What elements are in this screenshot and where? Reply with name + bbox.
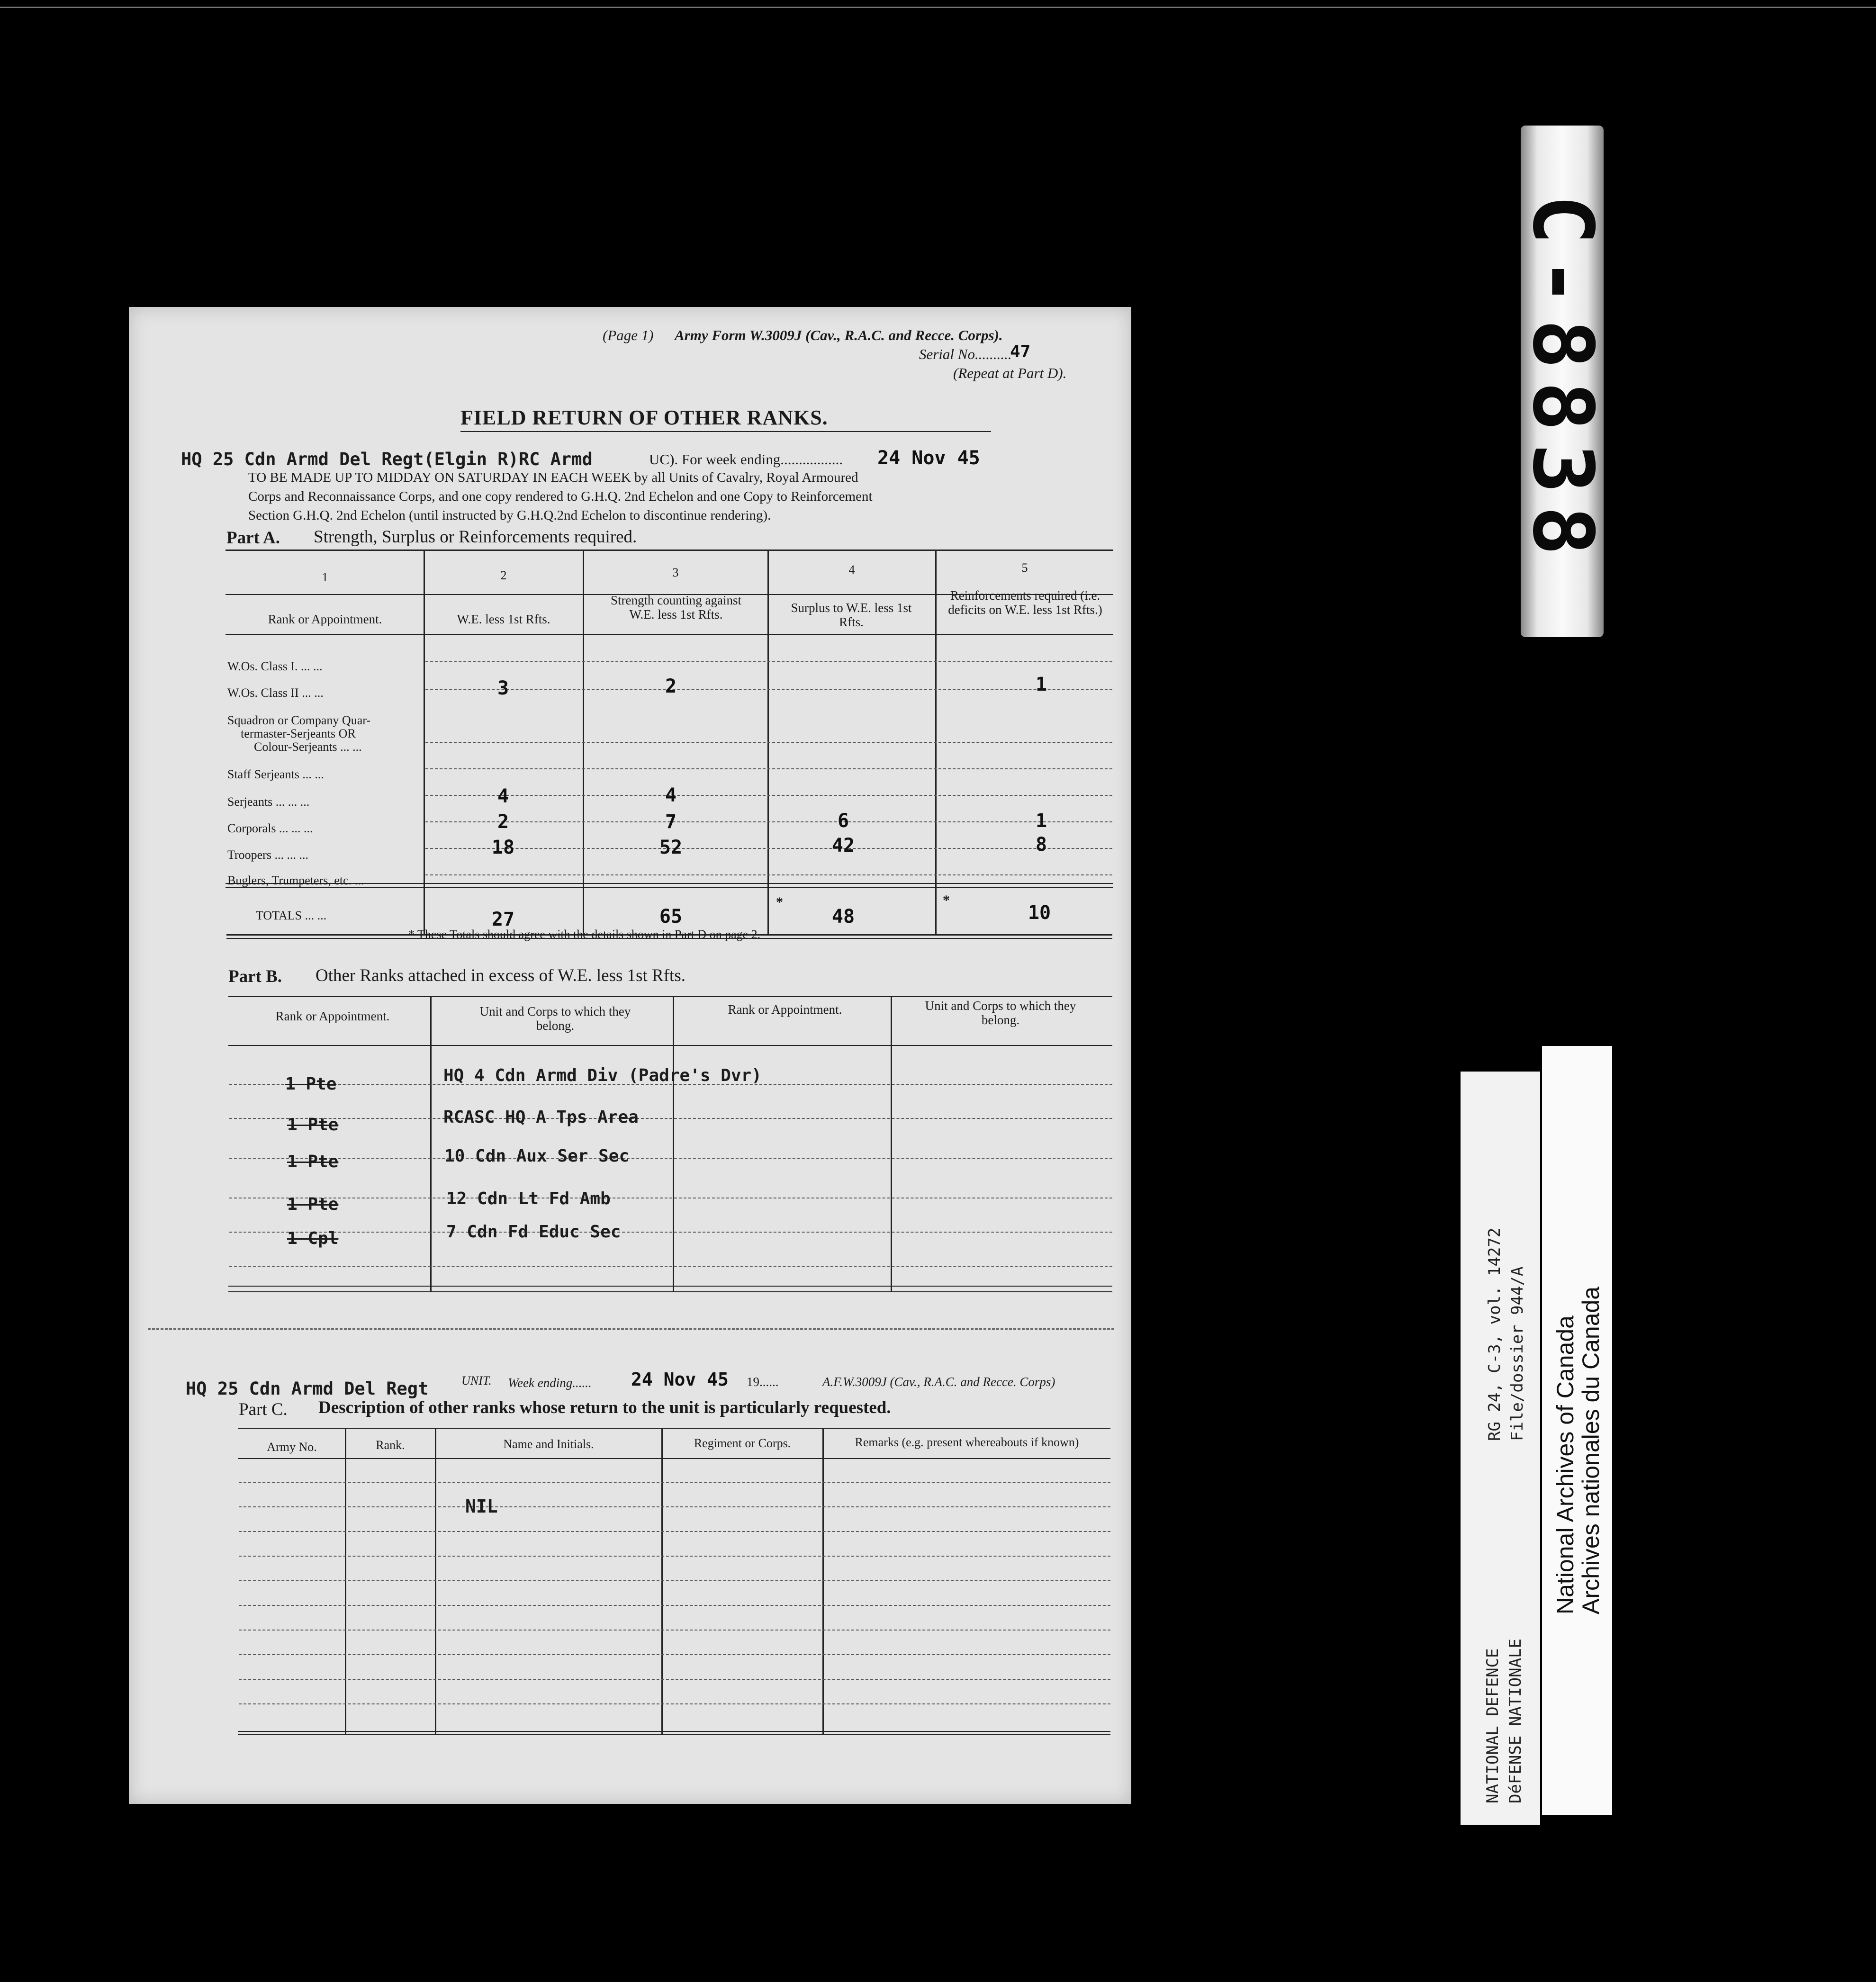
row-label: Troopers ... ... ... (227, 848, 308, 862)
tear-off-line (148, 1328, 1114, 1330)
part-b-header: Unit and Corps to which they belong. (479, 1004, 631, 1033)
instructions-line2: Corps and Reconnaissance Corps, and one copy rendered to G.H.Q. 2nd Echelon and one Copy to Reinforcement (248, 489, 873, 504)
frame-number-strip (1514, 126, 1610, 637)
serial-value: 47 (1010, 342, 1031, 361)
part-b-subtitle: Other Ranks attached in excess of W.E. less 1st Rfts. (316, 966, 685, 985)
unit-suffix: UC). For week ending................. (649, 451, 843, 468)
part-b-unit: HQ 4 Cdn Armd Div (Padre's Dvr) (443, 1066, 762, 1085)
strength-value: 4 (665, 784, 677, 806)
row-label: Colour-Serjeants ... ... (254, 740, 362, 754)
row-label: W.Os. Class I. ... ... (227, 659, 323, 673)
totals-mark: * (776, 894, 783, 910)
part-c-week-label: Week ending...... (508, 1376, 592, 1390)
part-c-entry: NIL (465, 1496, 498, 1517)
we-value: 3 (497, 677, 509, 699)
part-b-rank: 1 Pte (285, 1074, 337, 1094)
header-rank: Rank or Appointment. (268, 612, 382, 626)
col-number: 3 (672, 566, 679, 579)
serial-label: Serial No.......... (919, 346, 1012, 362)
total-surplus: 48 (831, 906, 855, 928)
part-c-week-value: 24 Nov 45 (631, 1369, 729, 1390)
totals-label: TOTALS ... ... (256, 909, 327, 922)
part-c-subtitle: Description of other ranks whose return to the unit is particularly requested. (318, 1398, 891, 1417)
surplus-value: 42 (831, 835, 855, 856)
part-c-header: Regiment or Corps. (694, 1436, 791, 1450)
field-return-document (129, 307, 1131, 1804)
form-name: Army Form W.3009J (Cav., R.A.C. and Recce. Corps). (675, 327, 1003, 343)
part-b-header: Rank or Appointment. (275, 1009, 390, 1023)
archive-dept-fr: DéFENSE NATIONALE (1506, 1639, 1525, 1803)
we-value: 4 (497, 785, 509, 807)
reinf-value: 8 (1035, 834, 1047, 856)
strength-value: 7 (665, 811, 677, 833)
part-b-rank: 1 Pte (287, 1152, 339, 1171)
unit-stamp: HQ 25 Cdn Armd Del Regt(Elgin R)RC Armd (181, 449, 593, 469)
part-b-unit: RCASC HQ A Tps Area (443, 1108, 639, 1127)
part-a-title: Part A. (226, 528, 280, 548)
archive-name-label (1542, 1046, 1612, 1815)
header-strength: Strength counting against W.E. less 1st Rfts. (611, 593, 741, 622)
reinf-value: 1 (1035, 810, 1047, 832)
header-reinforcements: Reinforcements required (i.e. deficits on W.E. less 1st Rfts.) (948, 588, 1102, 617)
part-b-header: Rank or Appointment. (728, 1002, 842, 1017)
total-we: 27 (491, 909, 515, 930)
page-label: (Page 1) (603, 327, 654, 343)
part-c-header: Army No. (267, 1440, 317, 1454)
col-number: 5 (1021, 561, 1028, 575)
we-value: 18 (491, 837, 515, 858)
part-a-subtitle: Strength, Surplus or Reinforcements required. (314, 527, 637, 547)
col-number: 2 (500, 568, 507, 582)
archive-ref-line2: File/dossier 944/A (1508, 1266, 1527, 1441)
part-b-unit: 7 Cdn Fd Educ Sec (446, 1222, 621, 1242)
row-label: W.Os. Class II ... ... (227, 686, 324, 700)
surplus-value: 6 (837, 810, 849, 832)
week-ending: 24 Nov 45 (877, 447, 980, 469)
form-title: FIELD RETURN OF OTHER RANKS. (460, 406, 828, 429)
part-c-header: Name and Initials. (503, 1437, 594, 1451)
instructions-line1: TO BE MADE UP TO MIDDAY ON SATURDAY IN EACH WEEK by all Units of Cavalry, Royal Armoured (248, 470, 858, 485)
row-label: Buglers, Trumpeters, etc. ... (227, 874, 364, 887)
part-c-week-suffix: 19...... (747, 1375, 779, 1389)
header-surplus: Surplus to W.E. less 1st Rfts. (791, 601, 912, 629)
part-b-unit: 12 Cdn Lt Fd Amb (446, 1189, 611, 1208)
part-a-footnote: * These Totals should agree with the details shown in Part D on page 2. (408, 928, 761, 941)
instructions-line3: Section G.H.Q. 2nd Echelon (until instructed by G.H.Q.2nd Echelon to discontinue rendering). (248, 508, 771, 523)
row-label: Squadron or Company Quar- (227, 713, 371, 727)
reinf-value: 1 (1035, 674, 1047, 695)
we-value: 2 (497, 811, 509, 833)
row-label: Corporals ... ... ... (227, 821, 313, 835)
col-number: 1 (322, 570, 328, 584)
part-b-title: Part B. (228, 967, 282, 986)
part-c-form-name: A.F.W.3009J (Cav., R.A.C. and Recce. Corps) (822, 1375, 1055, 1389)
part-b-rank: 1 Cpl (287, 1229, 339, 1248)
title-underline (460, 431, 991, 432)
part-b-header: Unit and Corps to which they belong. (925, 999, 1076, 1027)
row-label: Serjeants ... ... ... (227, 795, 310, 809)
repeat-note: (Repeat at Part D). (953, 365, 1067, 381)
frame-number: C-8838 (1514, 194, 1610, 568)
totals-mark: * (943, 892, 950, 908)
archive-reference-label (1461, 1072, 1540, 1825)
col-number: 4 (848, 563, 855, 577)
archive-ref-line1: RG 24, C-3, vol. 14272 (1485, 1227, 1504, 1441)
total-reinf: 10 (1028, 902, 1051, 924)
part-c-header: Rank. (376, 1438, 405, 1452)
archive-name-fr: Archives nationales du Canada (1578, 1286, 1604, 1614)
archive-dept-en: NATIONAL DEFENCE (1483, 1648, 1502, 1803)
part-c-title: Part C. (239, 1400, 288, 1419)
row-label: termaster-Serjeants OR (241, 727, 356, 740)
header-we: W.E. less 1st Rfts. (457, 612, 550, 626)
strength-value: 52 (659, 837, 683, 858)
strength-value: 2 (665, 676, 677, 697)
part-c-header: Remarks (e.g. present whereabouts if known) (855, 1435, 1079, 1449)
film-edge-line (0, 7, 1876, 8)
part-b-rank: 1 Pte (287, 1195, 339, 1214)
row-label: Staff Serjeants ... ... (227, 767, 324, 781)
part-b-unit: 10 Cdn Aux Ser Sec (444, 1146, 630, 1166)
part-c-unit-label: UNIT. (461, 1374, 492, 1387)
total-strength: 65 (659, 906, 683, 928)
archive-name-en: National Archives of Canada (1552, 1315, 1578, 1614)
part-b-rank: 1 Pte (287, 1115, 339, 1135)
part-c-unit-stamp: HQ 25 Cdn Armd Del Regt (186, 1378, 429, 1399)
